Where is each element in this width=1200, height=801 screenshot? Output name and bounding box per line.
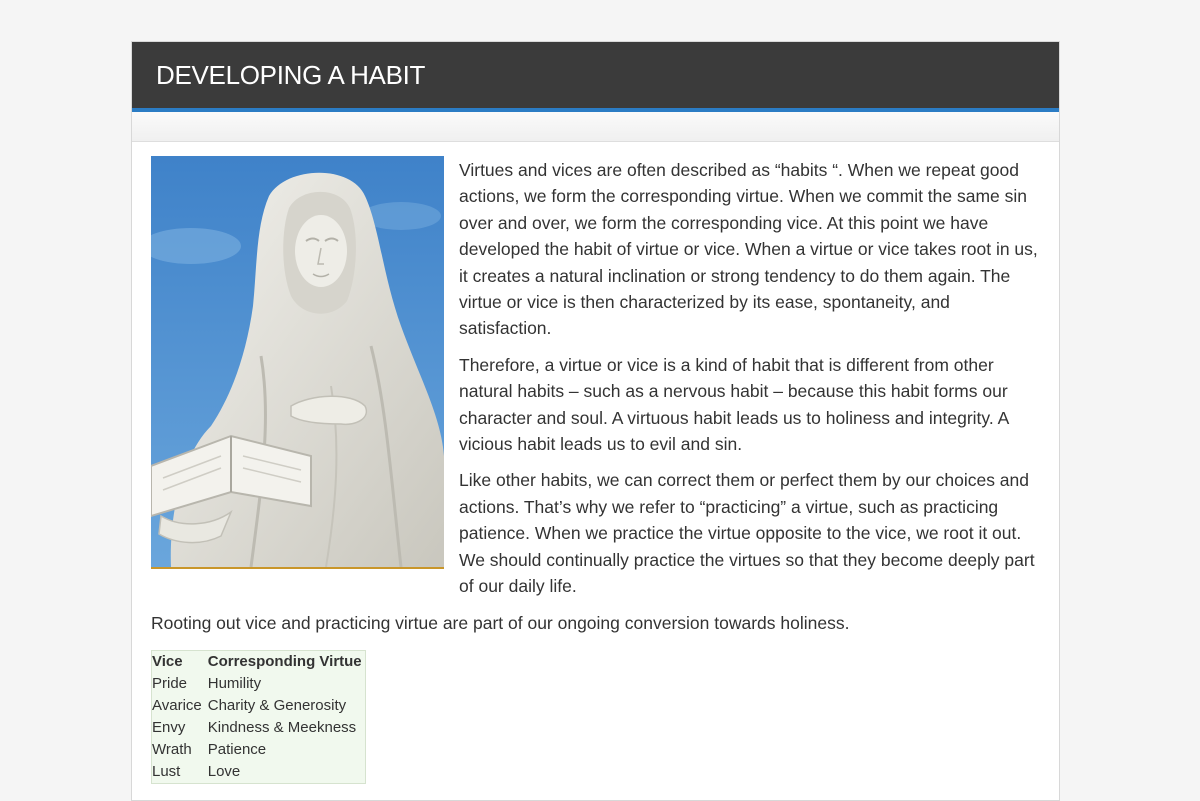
virtue-cell: Humility: [207, 674, 262, 692]
paragraph-therefore: Therefore, a virtue or vice is a kind of habit that is different from other natural habits – such as a nervous habit – because this habit forms our character and soul. A virtuous habit leads us to holiness and integrity. A vicious habit leads us to evil and sin.: [459, 354, 1009, 455]
paragraph-intro: Virtues and vices are often described as “habits “. When we repeat good actions, we form the corresponding virtue. When we commit the same sin over and over, we form the corresponding vice. At this point we have developed the habit of virtue or vice. When a virtue or vice takes root in us, it creates a natural inclination or strong tendency to do them again. The virtue or vice is then characterized by its ease, spontaneity, and satisfaction.: [459, 160, 1038, 339]
page-header: [132, 42, 1059, 112]
article-card: [131, 41, 1060, 801]
table-row: [152, 761, 366, 784]
table-row: [152, 695, 366, 717]
paragraph-like-other-habits: Like other habits, we can correct them or perfect them by our choices and actions. That’s why we refer to “practicing” a virtue, such as practicing patience. When we practice the virtue opposite to the vice, we root it out. We should continually practice the virtues so that they become deeply part of our daily life.: [459, 470, 1035, 597]
page-title: DEVELOPING A HABIT: [156, 60, 426, 90]
vice-cell: Wrath: [152, 740, 192, 758]
virtue-cell: Love: [207, 762, 241, 780]
table-row: [152, 673, 366, 695]
virtue-cell: Charity & Generosity: [207, 696, 347, 714]
table-header-row: [152, 650, 366, 673]
paragraph-conclusion: Rooting out vice and practicing virtue are part of our ongoing conversion towards holiness.: [151, 612, 850, 633]
vice-cell: Pride: [152, 674, 188, 692]
statue-photo-icon: [151, 156, 444, 567]
vice-cell: Avarice: [152, 696, 202, 714]
article-content: [132, 142, 1059, 784]
virtue-cell: Kindness & Meekness: [207, 718, 357, 736]
vice-cell: Envy: [152, 718, 186, 736]
statue-photo: [151, 156, 444, 569]
table-header-vice: Vice: [152, 652, 183, 670]
vice-virtue-table: [151, 650, 366, 784]
table-row: [152, 717, 366, 739]
vice-cell: Lust: [152, 762, 181, 780]
virtue-cell: Patience: [207, 740, 267, 758]
header-subbar: [132, 112, 1059, 142]
table-header-virtue: Corresponding Virtue: [207, 652, 362, 670]
